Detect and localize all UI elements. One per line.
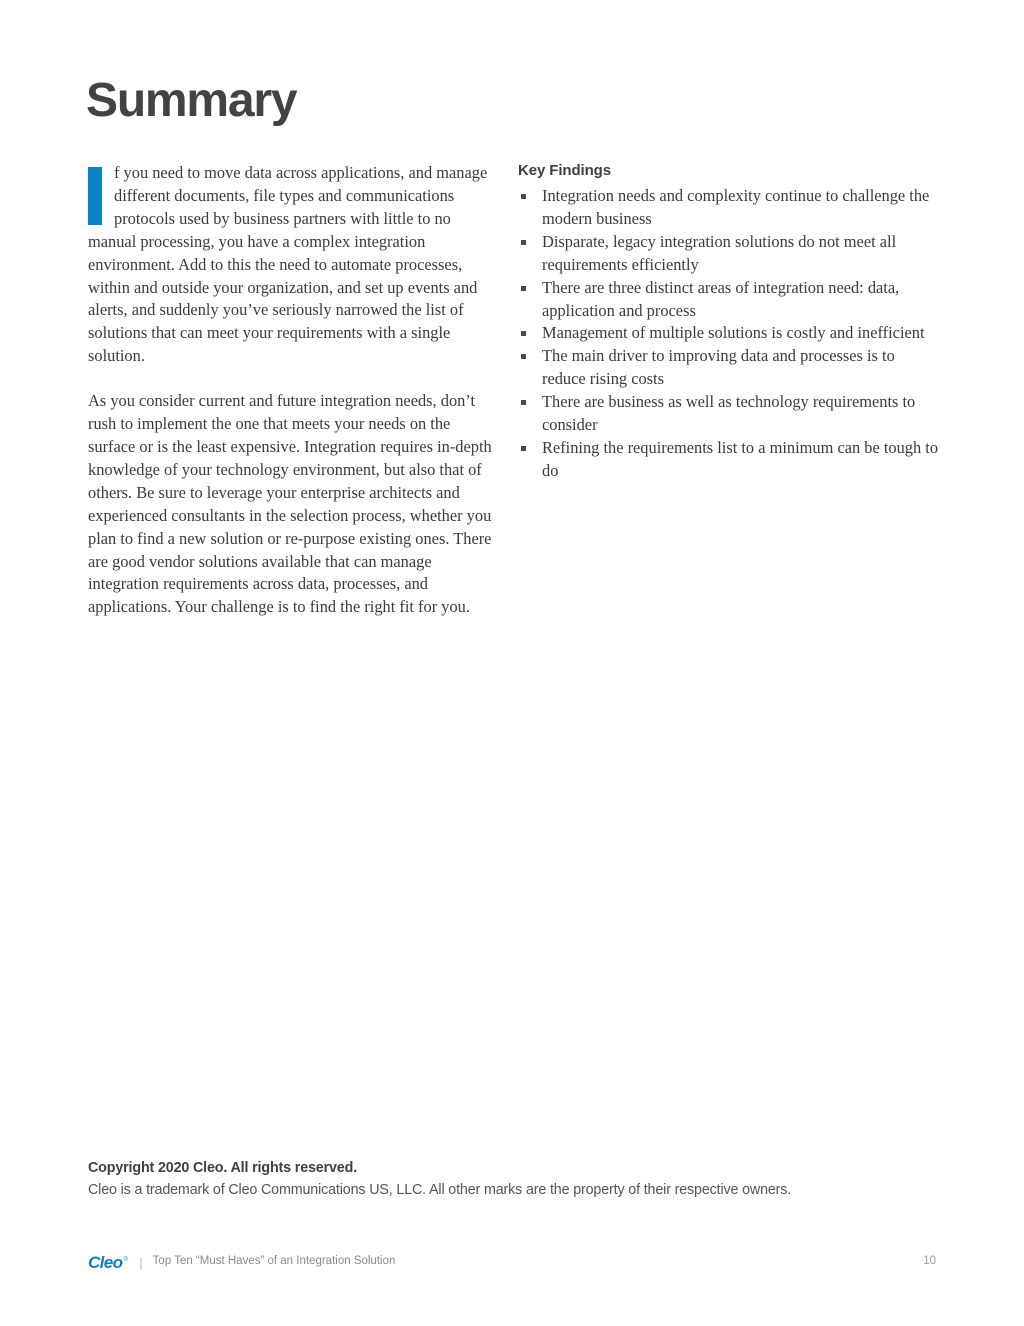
footer-divider: | (139, 1254, 143, 1270)
list-item (518, 277, 940, 323)
list-item-label: Disparate, legacy integration solutions do not meet all requirements efficiently (542, 231, 897, 274)
square-bullet-icon (521, 446, 526, 451)
list-item (518, 185, 940, 231)
list-item-label: The main driver to improving data and processes is to reduce rising costs (542, 346, 895, 389)
second-paragraph: As you consider current and future integration needs, don’t rush to implement the one that meets your needs on the surface or is the least expensive. Integration requires in-depth knowledge of your technology environment, but also that of others. Be sure to leverage your enterprise architects and experienced consultants in the selection process, whether you plan to find a new solution or re-purpose existing ones. There are good vendor solutions available that can manage integration requirements across data, processes, and applications. Your challenge is to find the right fit for you. (88, 391, 492, 617)
copyright-block (88, 1158, 938, 1200)
square-bullet-icon (521, 286, 526, 291)
square-bullet-icon (521, 194, 526, 199)
intro-paragraph (88, 162, 496, 368)
list-item (518, 322, 940, 345)
square-bullet-icon (521, 331, 526, 336)
square-bullet-icon (521, 240, 526, 245)
list-item (518, 437, 940, 483)
cleo-logo (88, 1254, 127, 1271)
key-findings-heading: Key Findings (518, 162, 611, 179)
intro-paragraph-text: f you need to move data across applications, and manage different documents, file types and communications protocols used by business partners with little to no manual processing, you have a complex integration environment. Add to this the need to automate processes, within and outside your organization, and set up events and alerts, and suddenly you’ve seriously narrowed the list of solutions that can meet your requirements with a single solution. (88, 163, 488, 366)
page-footer (88, 1250, 936, 1274)
key-findings-list (518, 185, 940, 483)
page-number: 10 (923, 1255, 936, 1268)
cleo-logo-text: Cleo (88, 1252, 123, 1272)
dropcap-bar-icon (88, 167, 102, 225)
square-bullet-icon (521, 354, 526, 359)
list-item-label: There are three distinct areas of integration need: data, application and process (542, 277, 900, 320)
right-column (518, 162, 940, 483)
list-item-label: Integration needs and complexity continue to challenge the modern business (542, 186, 930, 228)
list-item (518, 345, 940, 391)
registered-trademark-icon: ® (123, 1256, 128, 1263)
footer-document-title: Top Ten “Must Haves” of an Integration Solution (152, 1255, 396, 1268)
list-item (518, 391, 940, 437)
left-column (88, 162, 496, 619)
list-item (518, 231, 940, 277)
list-item-label: Management of multiple solutions is costly and inefficient (542, 323, 925, 343)
list-item-label: Refining the requirements list to a minimum can be tough to do (542, 437, 939, 480)
copyright-notice: Copyright 2020 Cleo. All rights reserved. (88, 1160, 358, 1176)
page-title: Summary (86, 74, 297, 127)
square-bullet-icon (521, 400, 526, 405)
trademark-notice: Cleo is a trademark of Cleo Communications US, LLC. All other marks are the property of their respective owners. (88, 1182, 792, 1198)
list-item-label: There are business as well as technology requirements to consider (542, 392, 916, 435)
